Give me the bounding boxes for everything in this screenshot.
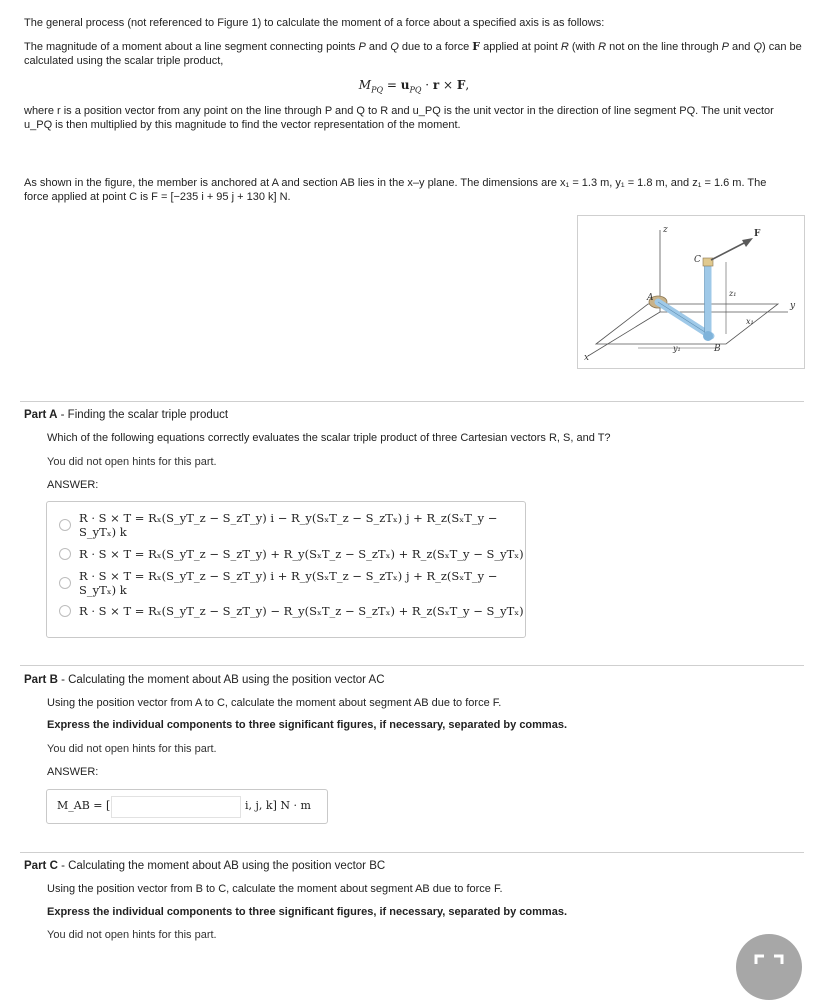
part-b-title[interactable]: Part B - Calculating the moment about AB using the position vector AC [24,674,385,686]
radio-button[interactable] [59,548,71,560]
figure-drawing [578,216,804,368]
part-a-option-3[interactable]: R · S × T = Rₓ(S_yT_z − S_zT_y) i + R_y(SₓT_z − S_zTₓ) j + R_z(SₓT_y − S_yTₓ) k [59,574,525,592]
fig-label-z1: z₁ [729,289,737,298]
part-b-hints[interactable]: You did not open hints for this part. [47,743,217,755]
part-a-question: Which of the following equations correctly evaluates the scalar triple product of three Cartesian vectors R, S, and T? [47,432,611,444]
fig-label-B: B [714,344,721,354]
fullscreen-icon [736,934,802,1000]
part-a-hints[interactable]: You did not open hints for this part. [47,456,217,468]
divider-part-a [20,401,804,402]
part-b-answer-label: ANSWER: [47,766,99,778]
part-a-answer-label: ANSWER: [47,479,99,491]
fig-label-A: A [647,293,654,303]
input-prefix: M_AB = [ [57,799,111,812]
figure-1[interactable] [577,215,805,369]
problem-statement-line-1: As shown in the figure, the member is anchored at A and section AB lies in the x–y plane. The dimensions are x₁ = 1.3 m, y₁ = 1.8 m, and z₁ = 1.6 m. The [24,177,767,189]
moment-ab-input[interactable] [111,796,241,818]
part-c-title[interactable]: Part C - Calculating the moment about AB using the position vector BC [24,860,386,872]
intro-paragraph-1: The general process (not referenced to Figure 1) to calculate the moment of a force about a specified axis is as follows: [24,17,605,29]
part-b-question: Using the position vector from A to C, calculate the moment about segment AB due to force F. [47,697,502,709]
problem-statement-line-2: force applied at point C is F = [−235 i + 95 j + 130 k] N. [24,191,291,203]
fig-label-y1: y₁ [673,344,681,353]
part-c-hints[interactable]: You did not open hints for this part. [47,929,217,941]
radio-button[interactable] [59,605,71,617]
part-a-option-1[interactable]: R · S × T = Rₓ(S_yT_z − S_zT_y) i − R_y(SₓT_z − S_zTₓ) j + R_z(SₓT_y − S_yTₓ) k [59,516,525,534]
intro-paragraph-2: The magnitude of a moment about a line segment connecting points P and Q due to a force F applied at point R (with R not on the line through P and Q) can be calculated using the scalar triple product, [24,40,802,67]
radio-button[interactable] [59,577,71,589]
divider-part-c [20,852,804,853]
fig-label-x: x [584,353,590,363]
divider-part-b [20,665,804,666]
fig-label-z: z [663,225,668,235]
triple-product-equation: $M_{PQ} = u_{PQ} \cdot r \times F$, [358,78,470,95]
part-a-option-2[interactable]: R · S × T = Rₓ(S_yT_z − S_zT_y) + R_y(SₓT_z − S_zTₓ) + R_z(SₓT_y − S_yTₓ) [59,545,524,563]
fullscreen-button[interactable] [736,934,802,1000]
fig-label-y: y [790,301,796,311]
part-c-instruction: Express the individual components to three significant figures, if necessary, separated by commas. [47,906,568,918]
part-a-title[interactable]: Part A - Finding the scalar triple product [24,409,229,421]
part-a-answer-options [46,501,526,638]
fig-label-x1: x₁ [746,317,754,326]
radio-button[interactable] [59,519,71,531]
part-c-question: Using the position vector from B to C, calculate the moment about segment AB due to force F. [47,883,503,895]
fig-label-F: F [754,229,761,239]
part-b-instruction: Express the individual components to three significant figures, if necessary, separated by commas. [47,719,568,731]
part-b-answer-box [46,789,328,824]
input-suffix: i, j, k] N · m [245,799,311,812]
intro-paragraph-3: where r is a position vector from any point on the line through P and Q to R and u_PQ is the unit vector in the direction of line segment PQ. The unit vector u_PQ is then multiplied by this magnitude to find the vector representation of the moment. [24,105,774,131]
part-a-option-4[interactable]: R · S × T = Rₓ(S_yT_z − S_zT_y) − R_y(SₓT_z − S_zTₓ) + R_z(SₓT_y − S_yTₓ) [59,602,524,620]
fig-label-C: C [694,255,701,265]
